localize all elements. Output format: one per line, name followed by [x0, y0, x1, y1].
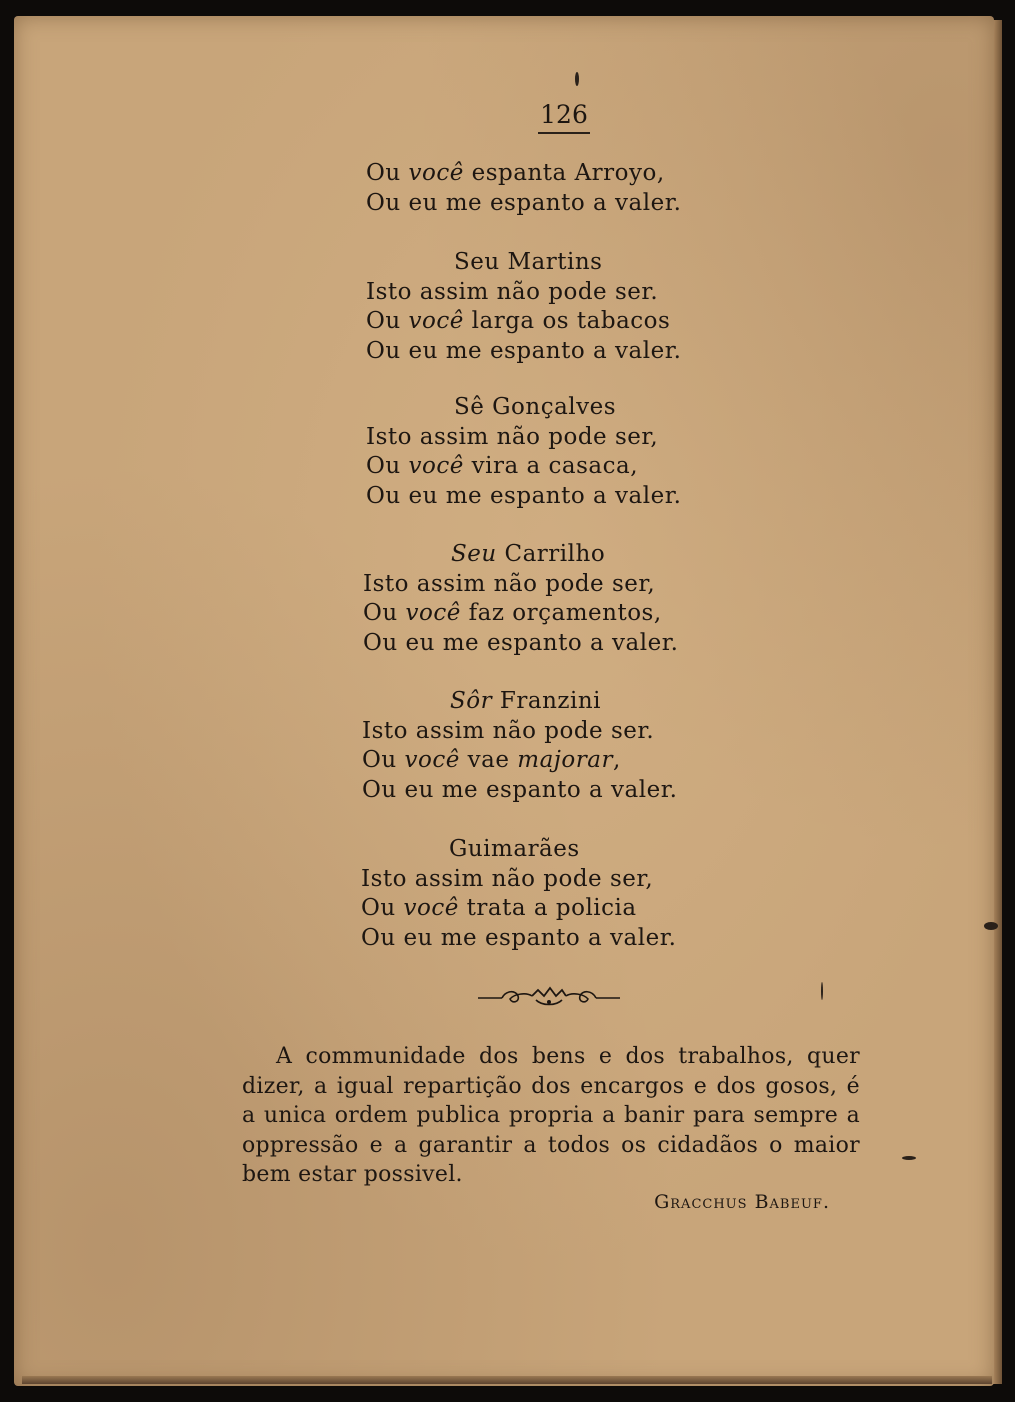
poem-line: Ou você vae majorar,: [362, 747, 621, 773]
babeuf-quote: A communidade dos bens e dos trabalhos, quer dizer, a igual repartição dos encargos e dos gosos, é a unica ordem publica propria a banir para sempre a oppressão e a garantir a todos os cidadãos o maior bem estar possivel.: [242, 1044, 860, 1187]
poem-line: Ou eu me espanto a valer.: [361, 924, 677, 951]
poem-line: Isto assim não pode ser,: [366, 423, 659, 450]
poem-line: Isto assim não pode ser.: [362, 717, 655, 744]
stanza-heading: Sôr Franzini: [450, 688, 602, 714]
poem-stanza-franzini: [362, 687, 678, 805]
poem-line: Ou você faz orçamentos,: [363, 600, 662, 626]
paper-speck: [821, 982, 823, 1000]
poem-stanza-guimaraes: [361, 835, 677, 953]
poem-line: Isto assim não pode ser,: [363, 570, 656, 597]
paper-speck: [902, 1156, 916, 1160]
quote-author: Gracchus Babeuf.: [654, 1191, 830, 1213]
stanza-heading: Sê Gonçalves: [454, 394, 617, 420]
poem-stanza-goncalves: [366, 393, 682, 511]
poem-line: Ou você larga os tabacos: [366, 308, 671, 334]
page-bottom-edge: [22, 1376, 992, 1384]
stanza-heading: Guimarães: [449, 836, 580, 862]
poem-stanza-carrilho: [363, 540, 679, 658]
paper-speck: [575, 72, 579, 86]
ornament-divider-icon: [476, 984, 622, 1010]
stanza-heading: Seu Martins: [454, 249, 603, 275]
poem-line: Isto assim não pode ser.: [366, 278, 659, 305]
poem-stanza-opening: [366, 159, 682, 218]
poem-line: Ou eu me espanto a valer.: [366, 189, 682, 216]
page-number: 126: [538, 98, 590, 134]
paper-speck: [984, 922, 998, 930]
poem-line: Ou você trata a policia: [361, 895, 637, 921]
poem-line: Ou você vira a casaca,: [366, 453, 639, 479]
poem-line: Ou você espanta Arroyo,: [366, 160, 665, 186]
poem-line: Isto assim não pode ser,: [361, 865, 654, 892]
poem-line: Ou eu me espanto a valer.: [366, 337, 682, 364]
poem-line: Ou eu me espanto a valer.: [362, 776, 678, 803]
poem-line: Ou eu me espanto a valer.: [363, 629, 679, 656]
stanza-heading: Seu Carrilho: [451, 541, 606, 567]
poem-line: Ou eu me espanto a valer.: [366, 482, 682, 509]
poem-stanza-martins: [366, 248, 682, 366]
